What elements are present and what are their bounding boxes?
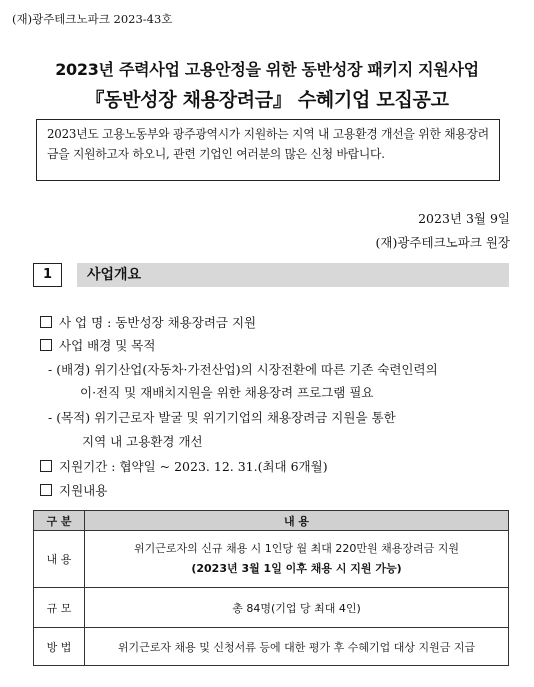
bullet-item: 지원내용 (40, 481, 107, 499)
row-label: 규 모 (34, 588, 85, 628)
bullet-item: 지원기간 : 협약일 ~ 2023. 12. 31.(최대 6개월) (40, 457, 328, 475)
support-table (33, 510, 509, 666)
table-row (34, 531, 509, 588)
checkbox-square-icon (40, 460, 52, 472)
issue-date: 2023년 3월 9일 (418, 211, 510, 226)
checkbox-square-icon (40, 316, 52, 328)
row-content: 위기근로자의 신규 채용 시 1인당 월 최대 220만원 채용장려금 지원 (2023년 3월 1일 이후 채용 시 지원 가능) (85, 531, 509, 588)
checkbox-square-icon (40, 339, 52, 351)
detail-line: - (목적) 위기근로자 발굴 및 위기기업의 채용장려금 지원을 통한 (48, 410, 396, 425)
detail-line: - (배경) 위기산업(자동차·가전산업)의 시장전환에 따른 기존 숙련인력의 (48, 362, 438, 377)
bullet-item: 사 업 명 : 동반성장 채용장려금 지원 (40, 313, 256, 331)
table-row (34, 588, 509, 628)
detail-line: 이·전직 및 재배치지원을 위한 채용장려 프로그램 필요 (80, 385, 374, 400)
row-label: 방 법 (34, 628, 85, 666)
row-content: 위기근로자 채용 및 신청서류 등에 대한 평가 후 수혜기업 대상 지원금 지급 (85, 628, 509, 666)
row-content: 총 84명(기업 당 최대 4인) (85, 588, 509, 628)
section-title: 사업개요 (77, 263, 509, 287)
intro-box: 2023년도 고용노동부와 광주광역시가 지원하는 지역 내 고용환경 개선을 위한 채용장려금을 지원하고자 하오니, 관련 기업인 여러분의 많은 신청 바랍니다. (36, 119, 500, 181)
row-label: 내 용 (34, 531, 85, 588)
issuer: (재)광주테크노파크 원장 (375, 235, 510, 250)
table-header: 내 용 (85, 511, 509, 531)
document-number: (재)광주테크노파크 2023-43호 (12, 12, 173, 26)
table-header-row (34, 511, 509, 531)
detail-line: 지역 내 고용환경 개선 (82, 434, 203, 449)
title-line-1: 2023년 주력사업 고용안정을 위한 동반성장 패키지 지원사업 (55, 60, 479, 79)
checkbox-square-icon (40, 484, 52, 496)
table-row (34, 628, 509, 666)
title-line-2: 『동반성장 채용장려금』 수혜기업 모집공고 (85, 89, 449, 111)
bullet-item: 사업 배경 및 목적 (40, 336, 155, 354)
section-number: 1 (33, 263, 62, 287)
table-header: 구 분 (34, 511, 85, 531)
